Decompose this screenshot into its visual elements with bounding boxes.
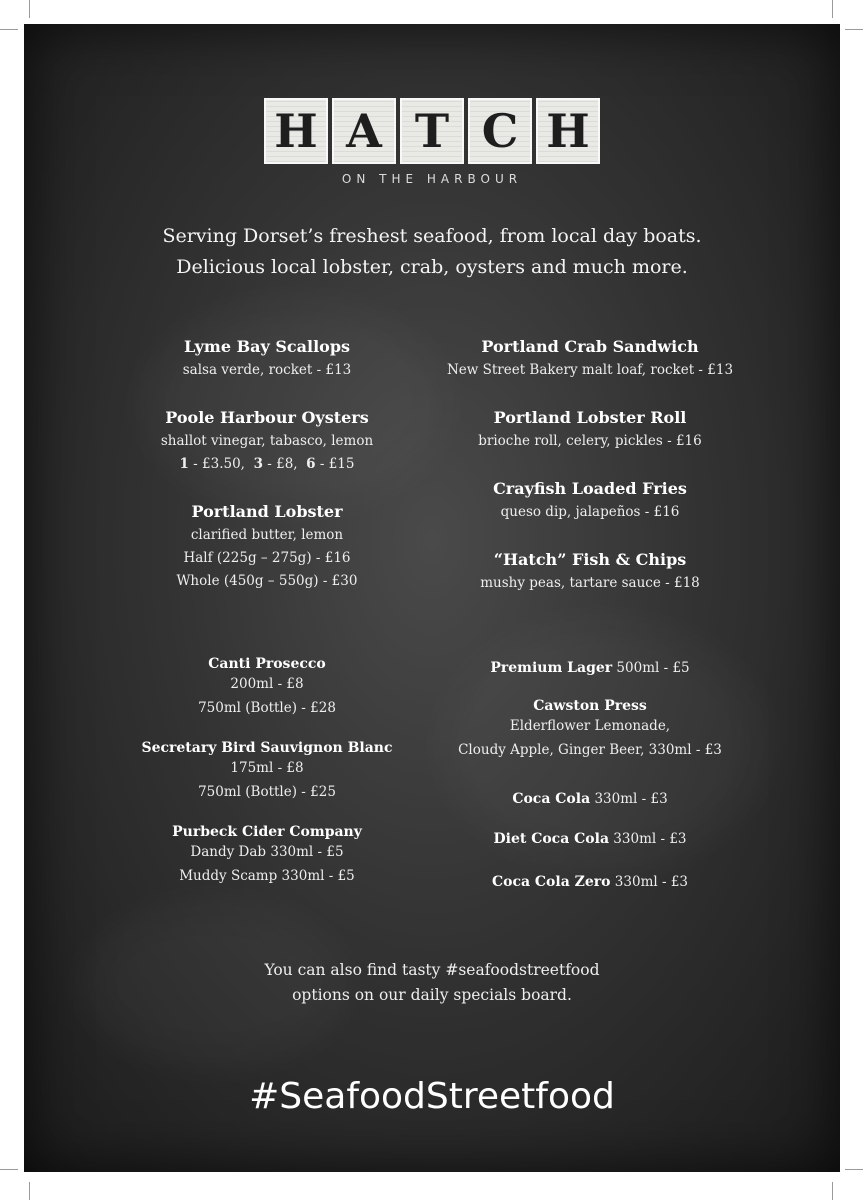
drink-price: Muddy Scamp 330ml - £5	[179, 868, 355, 884]
item-name: Portland Lobster Roll	[493, 408, 687, 427]
item-name: Crayfish Loaded Fries	[493, 479, 687, 498]
drink-name: Coca Cola	[512, 791, 591, 807]
item-description: salsa verde, rocket - £13	[182, 362, 352, 378]
price-quantity: 3	[253, 456, 263, 472]
chalkboard-menu	[24, 24, 840, 1172]
brand-subtitle: ON THE HARBOUR	[341, 172, 523, 186]
logo-letter-tile: C	[468, 98, 532, 164]
drink-price: 750ml (Bottle) - £25	[198, 784, 336, 800]
drink-diet-coca-cola	[400, 827, 780, 851]
item-price: Whole (450g – 550g) - £30	[176, 573, 358, 589]
item-name: Portland Lobster	[191, 502, 343, 521]
item-name: Lyme Bay Scallops	[183, 337, 351, 356]
menu-item-portland-lobster-roll	[400, 408, 780, 453]
crop-mark	[29, 1182, 30, 1200]
price-value: - £8,	[262, 456, 307, 472]
menu-item-crayfish-loaded-fries	[400, 479, 780, 524]
drink-name: Coca Cola Zero	[491, 874, 611, 890]
crop-mark	[0, 29, 18, 30]
drink-detail: 330ml - £3	[609, 831, 687, 847]
item-description: clarified butter, lemon	[190, 527, 344, 543]
drink-entry	[400, 656, 780, 680]
item-name: “Hatch” Fish & Chips	[493, 550, 687, 569]
drink-name: Purbeck Cider Company	[172, 824, 362, 840]
menu-item-portland-crab-sandwich	[400, 337, 780, 382]
menu-item-hatch-fish-and-chips	[400, 550, 780, 595]
item-price: Half (225g – 275g) - £16	[183, 550, 351, 566]
drink-description: Elderflower Lemonade,	[509, 718, 671, 734]
footer-line: options on our daily specials board.	[292, 986, 572, 1004]
price-quantity: 6	[306, 456, 316, 472]
drink-name: Diet Coca Cola	[493, 831, 610, 847]
item-prices	[77, 453, 457, 476]
price-value: - £15	[315, 456, 355, 472]
item-name: Portland Crab Sandwich	[481, 337, 699, 356]
logo-letter-tile: T	[400, 98, 464, 164]
drink-name: Canti Prosecco	[208, 656, 326, 672]
intro-line: Serving Dorset’s freshest seafood, from local day boats.	[162, 225, 702, 247]
item-description: brioche roll, celery, pickles - £16	[478, 433, 702, 449]
drink-cawston-press	[400, 698, 780, 762]
drink-price: Dandy Dab 330ml - £5	[190, 844, 344, 860]
drink-entry	[400, 870, 780, 894]
drink-price: 200ml - £8	[230, 676, 304, 692]
crop-mark	[832, 1182, 833, 1200]
drink-detail: 330ml - £3	[590, 791, 668, 807]
drink-entry	[400, 827, 780, 851]
drink-coca-cola	[400, 787, 780, 811]
crop-mark	[845, 29, 863, 30]
hatch-logo	[264, 98, 600, 164]
drink-name: Secretary Bird Sauvignon Blanc	[141, 740, 393, 756]
drink-premium-lager	[400, 656, 780, 680]
logo-letter-tile: A	[332, 98, 396, 164]
drink-entry	[400, 787, 780, 811]
price-value: - £3.50,	[188, 456, 254, 472]
drink-price: 750ml (Bottle) - £28	[198, 700, 336, 716]
item-description: mushy peas, tartare sauce - £18	[480, 575, 700, 591]
logo-letter-tile: H	[264, 98, 328, 164]
item-description: New Street Bakery malt loaf, rocket - £13	[446, 362, 734, 378]
hashtag-title: #SeafoodStreetfood	[249, 1076, 615, 1117]
crop-mark	[845, 1169, 863, 1170]
crop-mark	[29, 0, 30, 18]
drink-name: Premium Lager	[490, 660, 613, 676]
drink-coca-cola-zero	[400, 870, 780, 894]
drink-price: 175ml - £8	[230, 760, 304, 776]
crop-mark	[0, 1169, 18, 1170]
price-quantity: 1	[179, 456, 189, 472]
crop-mark	[832, 0, 833, 18]
logo-letter-tile: H	[536, 98, 600, 164]
drink-price: Cloudy Apple, Ginger Beer, 330ml - £3	[458, 742, 722, 758]
drink-name: Cawston Press	[533, 698, 647, 714]
item-description: shallot vinegar, tabasco, lemon	[160, 433, 374, 449]
item-description: queso dip, jalapeños - £16	[500, 504, 680, 520]
item-name: Poole Harbour Oysters	[165, 408, 369, 427]
footer-line: You can also find tasty #seafoodstreetfood	[264, 961, 600, 979]
drink-detail: 330ml - £3	[610, 874, 689, 890]
intro-line: Delicious local lobster, crab, oysters and much more.	[176, 256, 688, 278]
drink-detail: 500ml - £5	[612, 660, 690, 676]
